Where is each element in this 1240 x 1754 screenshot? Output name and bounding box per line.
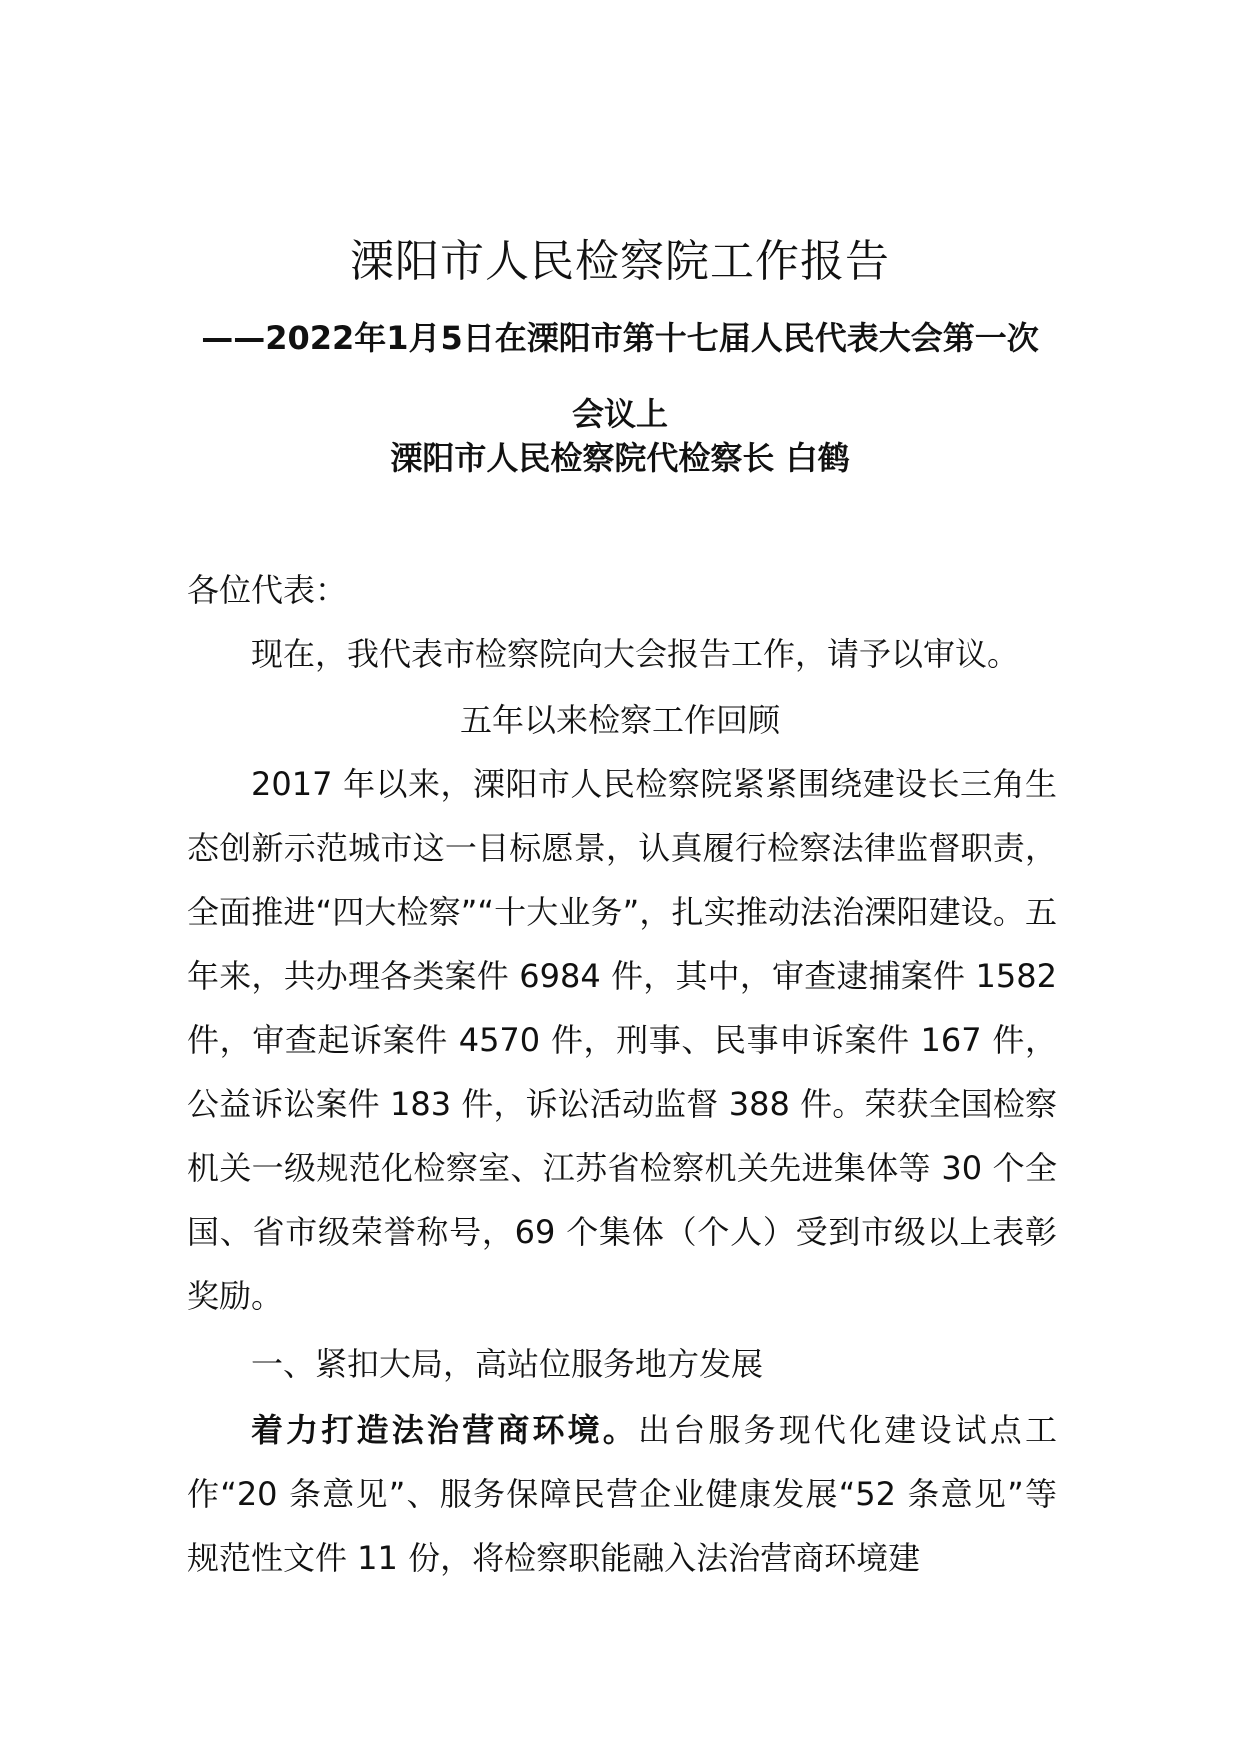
first-point-lead: 着力打造法治营商环境。 xyxy=(251,1411,638,1449)
document-title: 溧阳市人民检察院工作报告 xyxy=(350,236,890,287)
chapter-heading: 一、紧扣大局，高站位服务地方发展 xyxy=(251,1345,764,1383)
review-paragraph: 2017 年以来，溧阳市人民检察院紧紧围绕建设长三角生态创新示范城市这一目标愿景，认真履行检察法律监督职责，全面推进“四大检察”“十大业务”，扎实推动法治溧阳建设。五年来，共办理各类案件 6984 件，其中，审查逮捕案件 1582 件，审查起诉案件 4570 件，刑事、民事申诉案件 167 件，公益诉讼案件 183 件，诉讼活动监督 388 件。荣获全国检察机关一级规范化检察室、江苏省检察机关先进集体等 30 个全国、省市级荣誉称号，69 个集体（个人）受到市级以上表彰奖励。 xyxy=(187,765,1057,1315)
first-point-text: 出台服务现代化建设试点工作“20 条意见”、服务保障民营企业健康发展“52 条意见”等规范性文件 11 份，将检察职能融入法治营商环境建 xyxy=(187,1411,1057,1577)
document-subtitle: ——2022年1月5日在溧阳市第十七届人民代表大会第一次会议上 xyxy=(201,319,1039,433)
section-heading: 五年以来检察工作回顾 xyxy=(459,701,780,739)
first-point-paragraph xyxy=(187,1398,1057,1590)
salutation: 各位代表： xyxy=(187,571,348,609)
intro-paragraph: 现在，我代表市检察院向大会报告工作，请予以审议。 xyxy=(251,635,1020,673)
document-author: 溧阳市人民检察院代检察长 白鹤 xyxy=(390,439,850,477)
